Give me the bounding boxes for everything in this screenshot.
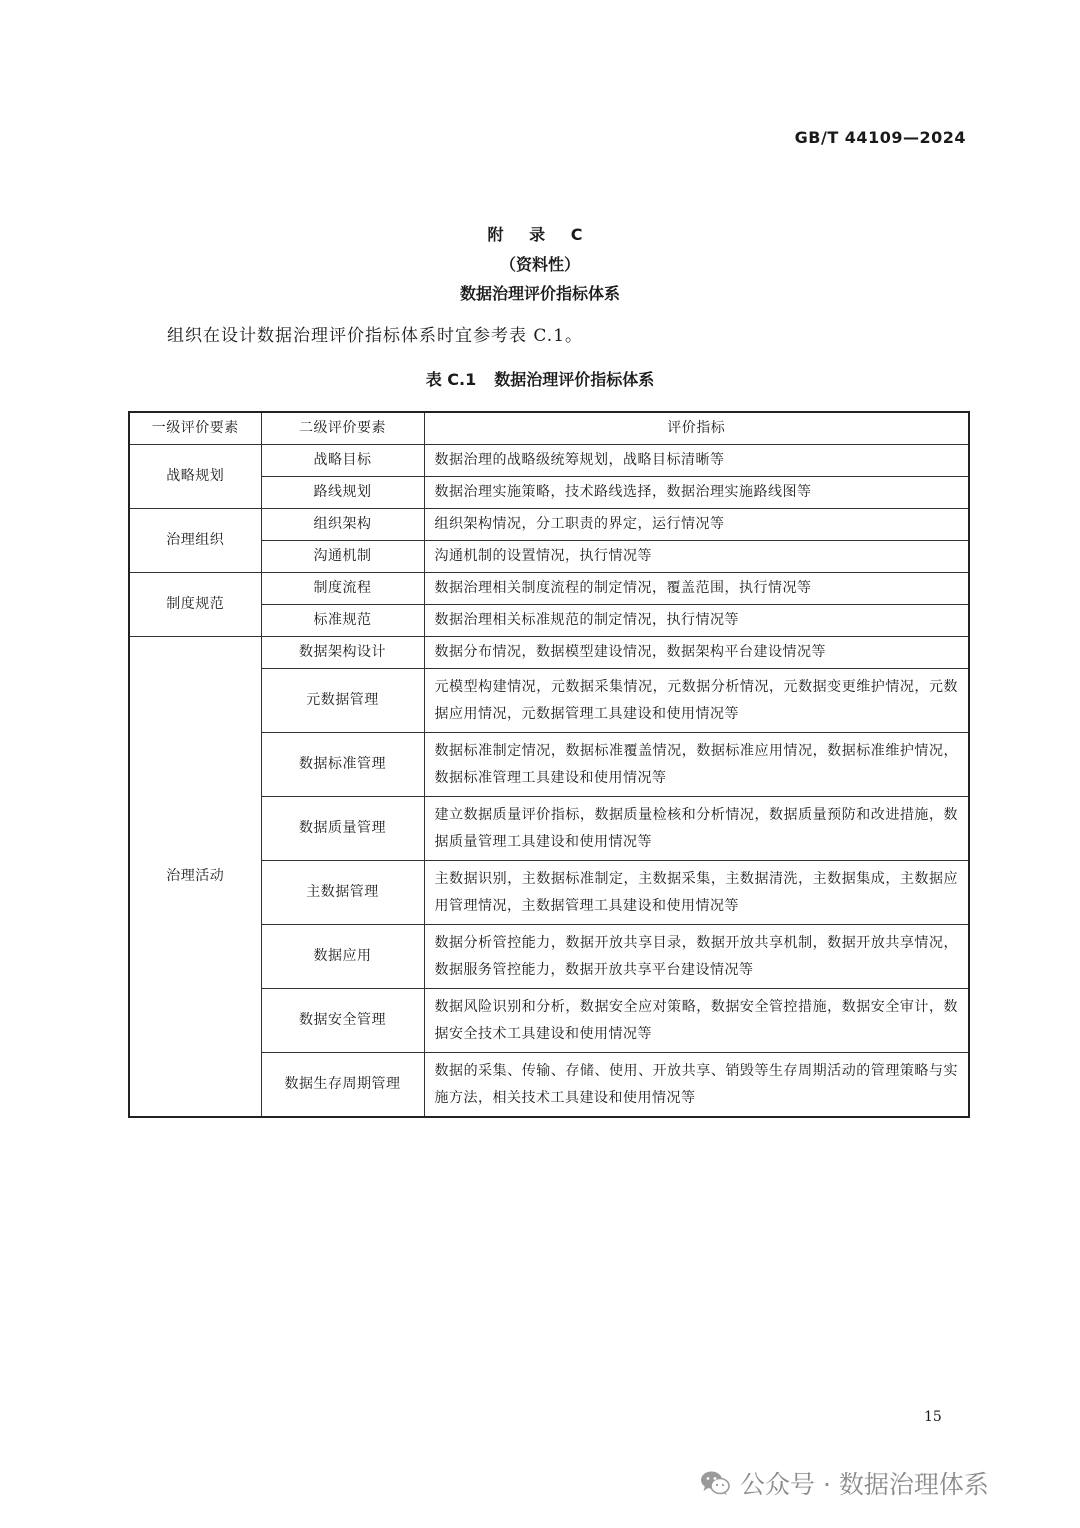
- table-caption-title: 数据治理评价指标体系: [494, 370, 655, 389]
- level2-cell: 标准规范: [261, 605, 424, 637]
- indicator-cell: 数据风险识别和分析，数据安全应对策略，数据安全管控措施，数据安全审计，数据安全技术工具建设和使用情况等: [424, 989, 969, 1053]
- header-level1: 一级评价要素: [129, 412, 261, 445]
- appendix-type: （资料性）: [499, 255, 580, 274]
- table-caption: [0, 367, 1080, 390]
- level2-cell: 数据生存周期管理: [261, 1053, 424, 1118]
- table-row: [129, 637, 969, 669]
- indicator-cell: 数据治理相关标准规范的制定情况，执行情况等: [424, 605, 969, 637]
- level2-cell: 数据安全管理: [261, 989, 424, 1053]
- level1-cell: 治理活动: [129, 637, 261, 1118]
- table-row: [129, 573, 969, 605]
- indicator-cell: 沟通机制的设置情况，执行情况等: [424, 541, 969, 573]
- intro-paragraph: 组织在设计数据治理评价指标体系时宜参考表 C.1。: [167, 326, 584, 346]
- level1-cell: 治理组织: [129, 509, 261, 573]
- level2-cell: 数据应用: [261, 925, 424, 989]
- indicator-cell: 元模型构建情况，元数据采集情况，元数据分析情况，元数据变更维护情况，元数据应用情况，元数据管理工具建设和使用情况等: [424, 669, 969, 733]
- level2-cell: 制度流程: [261, 573, 424, 605]
- indicator-cell: 数据治理的战略级统筹规划，战略目标清晰等: [424, 445, 969, 477]
- level1-cell: 战略规划: [129, 445, 261, 509]
- level1-cell: 制度规范: [129, 573, 261, 637]
- appendix-title: 附 录 C: [487, 225, 593, 244]
- indicator-cell: 数据分布情况，数据模型建设情况，数据架构平台建设情况等: [424, 637, 969, 669]
- indicator-cell: 数据的采集、传输、存储、使用、开放共享、销毁等生存周期活动的管理策略与实施方法，相关技术工具建设和使用情况等: [424, 1053, 969, 1118]
- indicator-cell: 组织架构情况，分工职责的界定，运行情况等: [424, 509, 969, 541]
- level2-cell: 路线规划: [261, 477, 424, 509]
- standard-code: GB/T 44109—2024: [794, 128, 966, 147]
- watermark-text: 公众号 · 数据治理体系: [740, 1470, 989, 1499]
- level2-cell: 数据标准管理: [261, 733, 424, 797]
- appendix-name: 数据治理评价指标体系: [459, 284, 620, 303]
- header-indicator: 评价指标: [424, 412, 969, 445]
- indicator-cell: 数据标准制定情况，数据标准覆盖情况，数据标准应用情况，数据标准维护情况，数据标准管理工具建设和使用情况等: [424, 733, 969, 797]
- table-row: [129, 445, 969, 477]
- level2-cell: 数据质量管理: [261, 797, 424, 861]
- indicator-cell: 数据分析管控能力，数据开放共享目录，数据开放共享机制，数据开放共享情况，数据服务管控能力，数据开放共享平台建设情况等: [424, 925, 969, 989]
- table-row: [129, 509, 969, 541]
- level2-cell: 组织架构: [261, 509, 424, 541]
- header-level2: 二级评价要素: [261, 412, 424, 445]
- table-caption-number: 表 C.1: [425, 370, 477, 389]
- level2-cell: 沟通机制: [261, 541, 424, 573]
- page-number: 15: [924, 1409, 942, 1425]
- indicator-cell: 建立数据质量评价指标，数据质量检核和分析情况，数据质量预防和改进措施，数据质量管理工具建设和使用情况等: [424, 797, 969, 861]
- indicator-cell: 数据治理相关制度流程的制定情况，覆盖范围，执行情况等: [424, 573, 969, 605]
- indicator-cell: 数据治理实施策略，技术路线选择，数据治理实施路线图等: [424, 477, 969, 509]
- indicator-table: [128, 411, 970, 1118]
- wechat-icon: [700, 1470, 730, 1496]
- indicator-cell: 主数据识别，主数据标准制定，主数据采集，主数据清洗，主数据集成，主数据应用管理情况，主数据管理工具建设和使用情况等: [424, 861, 969, 925]
- level2-cell: 主数据管理: [261, 861, 424, 925]
- level2-cell: 元数据管理: [261, 669, 424, 733]
- table-header-row: [129, 412, 969, 445]
- level2-cell: 数据架构设计: [261, 637, 424, 669]
- watermark: [700, 1465, 989, 1501]
- level2-cell: 战略目标: [261, 445, 424, 477]
